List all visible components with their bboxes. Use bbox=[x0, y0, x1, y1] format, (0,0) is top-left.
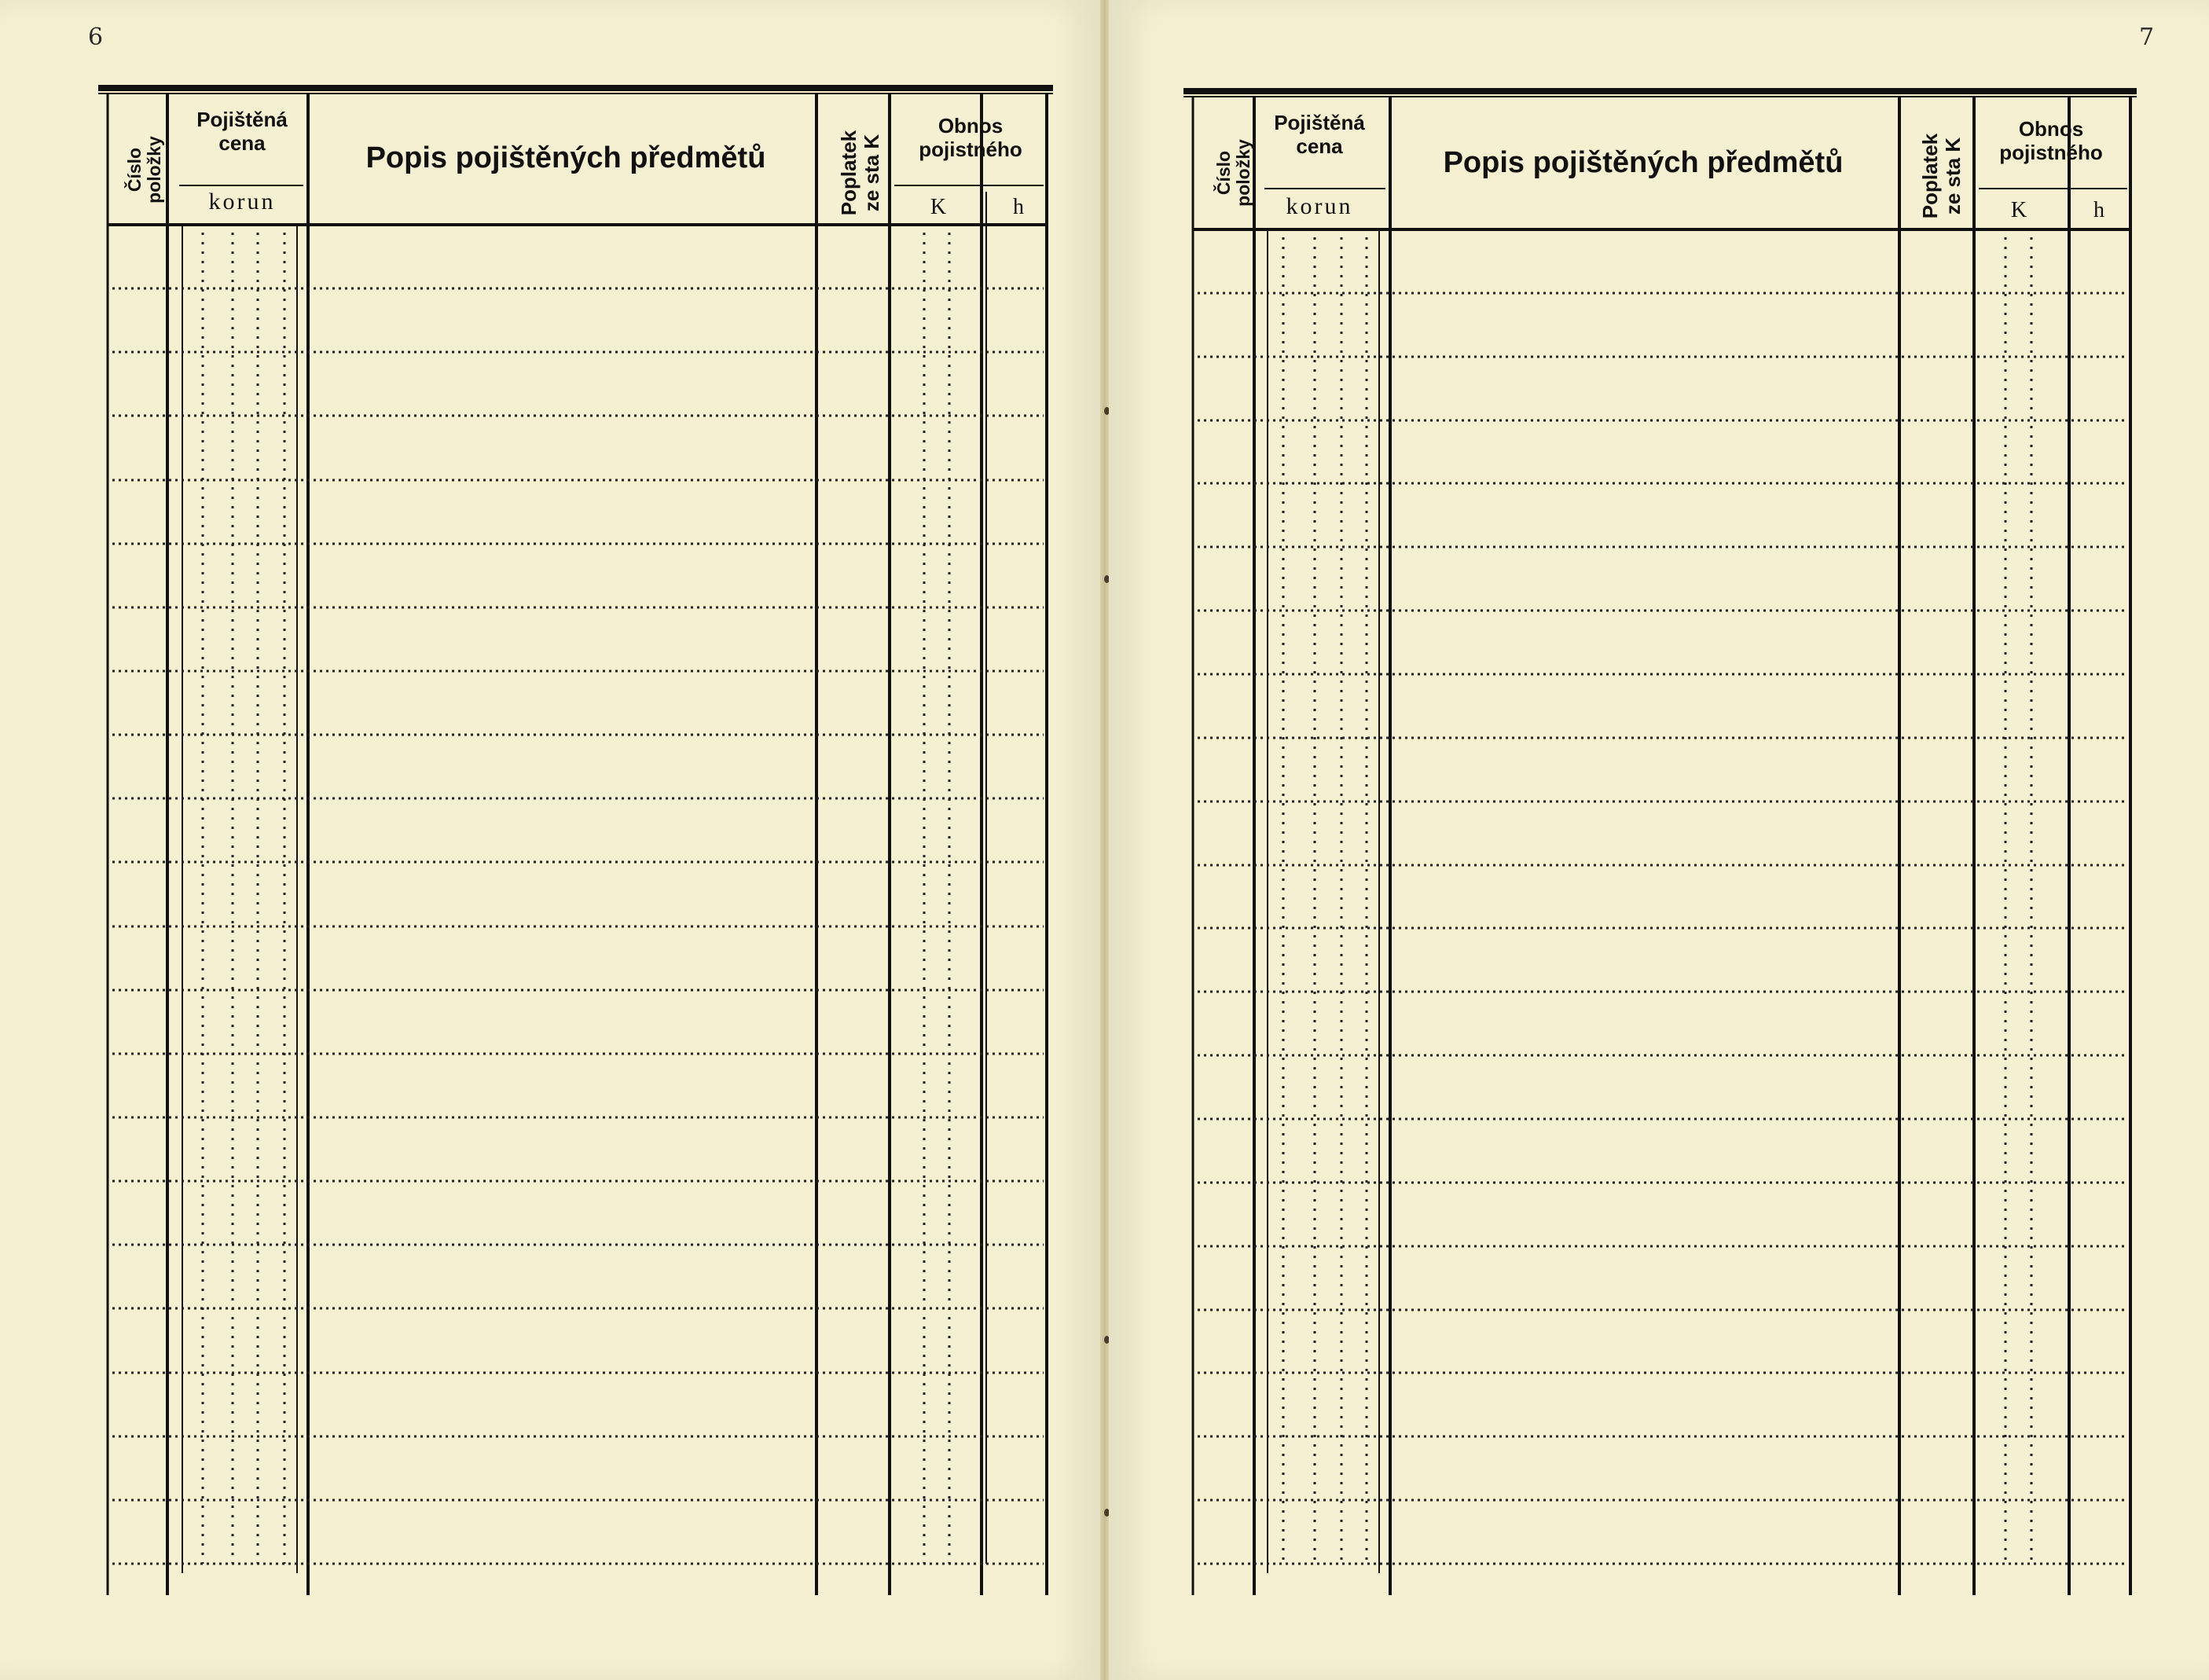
premium-h-header: h bbox=[1013, 195, 1024, 219]
insured-price-header bbox=[1252, 112, 1387, 159]
insured-price-label-1: Pojištěná bbox=[1274, 111, 1365, 134]
insured-price-label-2: cena bbox=[1296, 134, 1343, 158]
premium-label-2: pojistného bbox=[1999, 140, 2103, 164]
premium-header bbox=[891, 115, 1050, 162]
item-number-label-2: položky bbox=[144, 136, 165, 204]
insured-price-header bbox=[174, 108, 310, 156]
insured-price-unit: korun bbox=[208, 189, 276, 215]
ledger-table-right bbox=[1109, 0, 2209, 1680]
premium-label-1: Obnos bbox=[2018, 117, 2084, 141]
page-number-left: 6 bbox=[88, 24, 104, 51]
right-page bbox=[1109, 0, 2209, 1680]
premium-label-1: Obnos bbox=[938, 114, 1004, 138]
top-thick-rule bbox=[1183, 88, 2137, 94]
item-number-label-1: Číslo bbox=[1213, 150, 1234, 196]
description-header: Popis pojištěných předmětů bbox=[365, 141, 766, 174]
left-page bbox=[0, 0, 1100, 1680]
premium-k-header: K bbox=[930, 195, 947, 219]
premium-h-header: h bbox=[2093, 198, 2104, 222]
insured-price-label-2: cena bbox=[218, 130, 266, 155]
page-number-right: 7 bbox=[2139, 24, 2155, 51]
description-header: Popis pojištěných předmětů bbox=[1443, 146, 1844, 179]
item-number-label-2: položky bbox=[1233, 139, 1254, 207]
ledger-table-left bbox=[0, 0, 1100, 1680]
fee-label-1: Poplatek bbox=[837, 130, 860, 216]
fee-header bbox=[1919, 117, 1969, 235]
item-number-header bbox=[125, 111, 169, 229]
fee-label-2: ze sta K bbox=[859, 134, 883, 212]
fee-header bbox=[838, 114, 888, 232]
fee-label-2: ze sta K bbox=[1940, 137, 1965, 215]
insured-price-label-1: Pojištěná bbox=[196, 108, 288, 131]
premium-header bbox=[1972, 118, 2130, 165]
item-number-label-1: Číslo bbox=[124, 147, 145, 193]
book-gutter bbox=[1100, 0, 1109, 1680]
fee-label-1: Poplatek bbox=[1918, 133, 1942, 219]
top-thick-rule bbox=[98, 85, 1053, 91]
insured-price-unit: korun bbox=[1286, 193, 1353, 219]
premium-k-header: K bbox=[2010, 198, 2027, 222]
premium-label-2: pojistného bbox=[919, 137, 1022, 161]
